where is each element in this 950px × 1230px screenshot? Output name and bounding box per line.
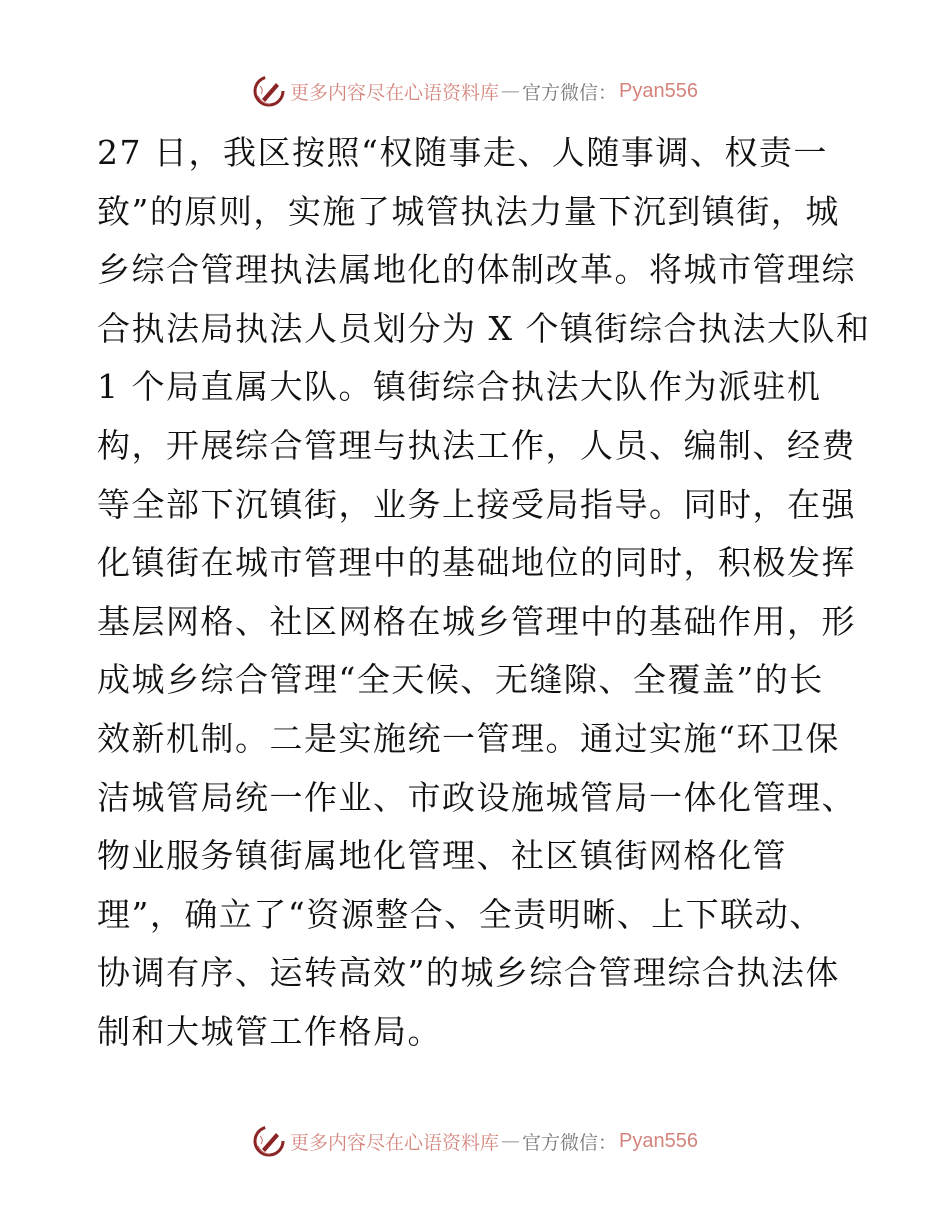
watermark-wechat-label: 官方微信： [522,1131,618,1154]
watermark-main-text: 更多内容尽在心语资料库 [290,81,500,104]
document-body [97,124,871,1062]
watermark-dash: — [501,1130,521,1152]
watermark-main-text: 更多内容尽在心语资料库 [290,1131,500,1154]
quill-pen-circle-icon [252,74,286,108]
text-line: 27 日，我区按照“权随事走、人随事调、权责一 [97,133,828,172]
text-line: 理”，确立了“资源整合、全责明晰、上下联动、 [97,894,824,934]
text-line: 等全部下沉镇街，业务上接受局指导。同时，在强 [97,484,856,524]
quill-pen-circle-icon [252,1124,286,1158]
watermark-wechat-id: Pyan556 [619,1129,698,1152]
watermark-wechat-id: Pyan556 [619,79,698,102]
text-line: 合执法局执法人员划分为 X 个镇街综合执法大队和 [97,308,871,348]
text-line: 1 个局直属大队。镇街综合执法大队作为派驻机 [97,367,822,407]
text-line: 协调有序、运转高效”的城乡综合管理综合执法体 [97,953,840,993]
watermark-wechat-label: 官方微信： [522,81,618,104]
text-line: 制和大城管工作格局。 [97,1011,442,1051]
text-line: 致”的原则，实施了城管执法力量下沉到镇街，城 [97,191,840,231]
text-line: 物业服务镇街属地化管理、社区镇街网格化管 [97,836,787,876]
text-line: 成城乡综合管理“全天候、无缝隙、全覆盖”的长 [97,660,824,700]
text-line: 效新机制。二是实施统一管理。通过实施“环卫保 [97,718,840,758]
text-line: 洁城管局统一作业、市政设施城管局一体化管理、 [97,777,856,817]
watermark-dash: — [501,80,521,102]
text-line: 构，开展综合管理与执法工作，人员、编制、经费 [97,425,856,465]
text-line: 乡综合管理执法属地化的体制改革。将城市管理综 [97,250,856,290]
text-line: 化镇街在城市管理中的基础地位的同时，积极发挥 [97,543,856,583]
text-line: 基层网格、社区网格在城乡管理中的基础作用，形 [97,601,856,641]
footer-watermark [0,1121,950,1161]
header-watermark [0,71,950,111]
